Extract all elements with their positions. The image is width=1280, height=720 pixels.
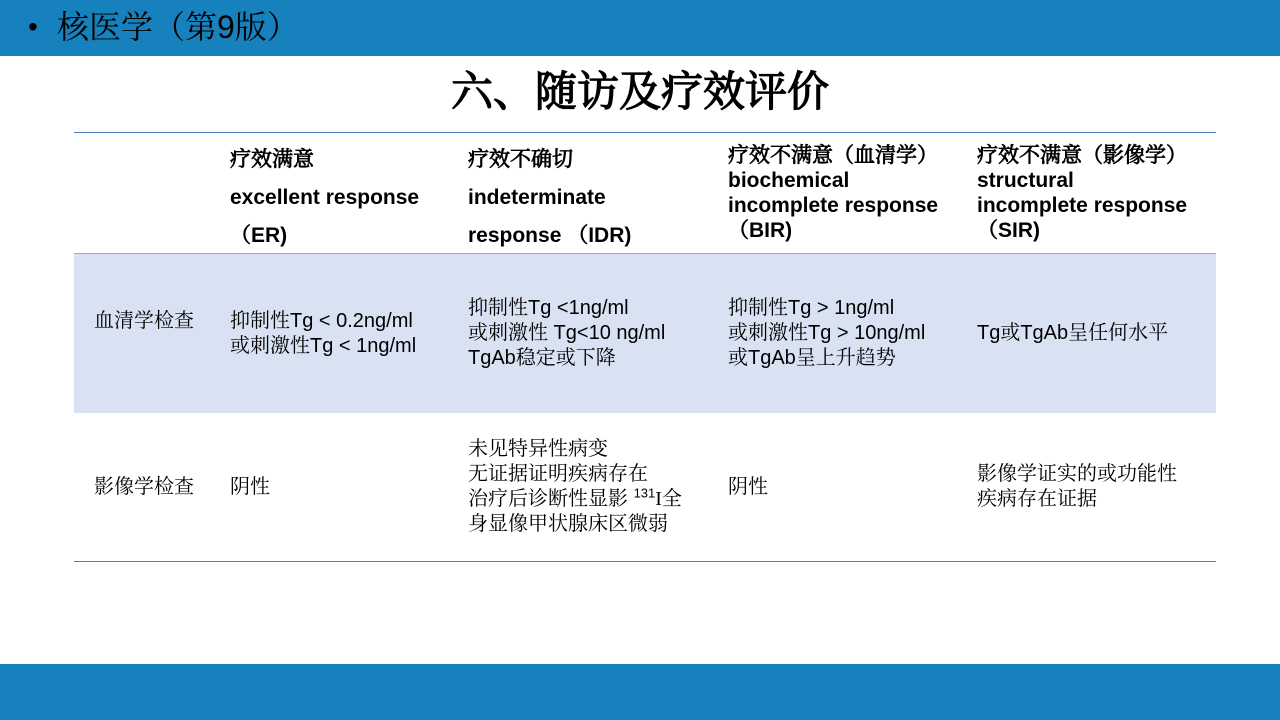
bottom-banner (0, 664, 1280, 720)
header-cell-bir (712, 133, 961, 253)
header-cell-sir (961, 133, 1216, 253)
header-line: （SIR) (977, 219, 1040, 242)
cell-line: Tg或TgAb呈任何水平 (977, 322, 1169, 344)
header-line: 疗效不确切 (468, 148, 573, 171)
cell-serology-idr (452, 254, 712, 413)
cell-serology-bir (712, 254, 961, 413)
cell-line: 或刺激性Tg < 1ng/ml (230, 334, 417, 357)
table-header-row (74, 132, 1216, 253)
cell-imaging-bir (712, 413, 961, 561)
cell-line: 抑制性Tg <1ng/ml (468, 297, 629, 319)
cell-imaging-er (214, 413, 452, 561)
header-line: indeterminate (468, 186, 606, 209)
header-line: structural (977, 169, 1074, 192)
row-label-text: 影像学检查 (94, 475, 194, 498)
table-row-serology (74, 253, 1216, 413)
cell-line: TgAb稳定或下降 (468, 347, 616, 369)
row-label-imaging (74, 413, 214, 561)
isotope-symbol-text: I全 (655, 488, 682, 510)
header-cell-blank (74, 133, 214, 253)
cell-line-text: 治疗后诊断性显影 (468, 488, 634, 510)
cell-line: 阴性 (230, 475, 270, 498)
cell-line: 或刺激性 Tg<10 ng/ml (468, 322, 666, 344)
header-line: incomplete response (728, 194, 939, 217)
header-cell-idr (452, 133, 712, 253)
cell-serology-sir (961, 254, 1216, 413)
row-label-text: 血清学检查 (94, 310, 194, 332)
isotope-mass-number: 131 (633, 485, 656, 501)
cell-line: 身显像甲状腺床区微弱 (468, 513, 668, 535)
cell-imaging-sir (961, 413, 1216, 561)
course-title: 核医学（第9版） (57, 9, 299, 45)
row-label-serology (74, 254, 214, 413)
cell-line: 抑制性Tg < 0.2ng/ml (230, 309, 413, 332)
bullet-icon: • (28, 11, 38, 42)
header-line: incomplete response (977, 194, 1188, 217)
cell-line (468, 487, 712, 512)
header-line: 疗效不满意（影像学） (977, 144, 1187, 167)
cell-line: 或TgAb呈上升趋势 (728, 347, 896, 369)
cell-serology-er (214, 254, 452, 413)
table-row-imaging (74, 413, 1216, 562)
header-line: 疗效满意 (230, 148, 314, 171)
cell-line: 或刺激性Tg > 10ng/ml (728, 322, 926, 344)
top-banner (0, 0, 1280, 56)
header-line: 疗效不满意（血清学） (728, 144, 938, 167)
cell-line: 阴性 (728, 475, 768, 498)
header-line: response （IDR) (468, 224, 632, 247)
header-line: biochemical (728, 169, 850, 192)
header-cell-er (214, 133, 452, 253)
cell-line: 无证据证明疾病存在 (468, 463, 648, 485)
header-line: （ER) (230, 224, 288, 247)
cell-imaging-idr (452, 413, 712, 561)
cell-line: 未见特异性病变 (468, 438, 608, 460)
header-line: excellent response (230, 186, 420, 209)
cell-line: 抑制性Tg > 1ng/ml (728, 297, 895, 319)
header-line: （BIR) (728, 219, 793, 242)
cell-line: 影像学证实的或功能性 (977, 463, 1177, 485)
slide-title: 六、随访及疗效评价 (450, 68, 829, 115)
cell-line: 疾病存在证据 (977, 488, 1097, 510)
